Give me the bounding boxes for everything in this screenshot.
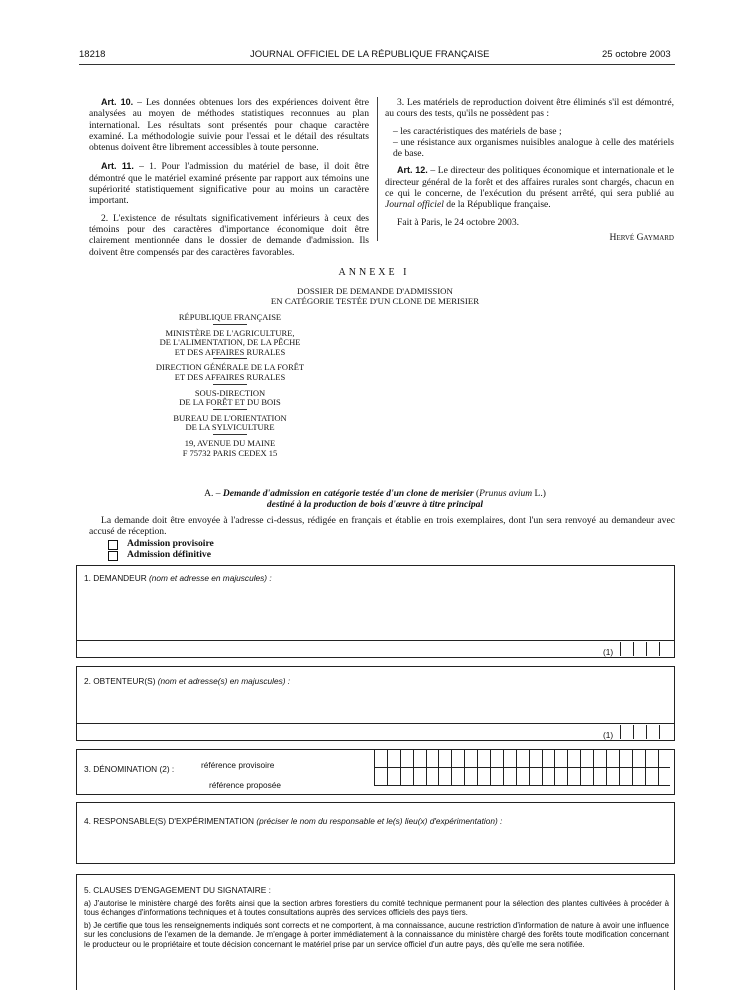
ref-provisoire-label: référence provisoire [201,760,275,770]
left-column [89,97,369,264]
admission-provisoire-label: Admission provisoire [127,538,214,549]
demandeur-footer [76,640,675,658]
denomination-cell[interactable] [477,750,490,768]
clause-a: a) J'autorise le ministère chargé des forêts ainsi que la section arbres forestiers du comité technique permanent pour la sélection des plantes cultivées à procéder à tous échanges d'informations techniques et à toutes consultations auprès des services officiels des pays tiers. [84,899,669,918]
address-block: RÉPUBLIQUE FRANÇAISE MINISTÈRE DE L'AGRICULTURE, DE L'ALIMENTATION, DE LA PÊCHE ET DES AFFAIRES RURALES DIRECTION GÉNÉRALE DE LA FORÊT ET DES AFFAIRES RURALES SOUS-DIRECTION DE LA FORÊT ET DU BOIS BUREAU DE L'ORIENTATION DE LA SYLVICULTURE 19, AVENUE DU MAINE F 75732 PARIS CEDEX 15 [140,313,320,458]
denomination-cell[interactable] [490,768,503,786]
article-11-p2: 2. L'existence de résultats significativement inférieurs à ceux des témoins pour des caractères d'importance économique doit être clairement mentionnée dans le dossier de demande d'admission. Ils doivent être compensés par des caractères favorables. [89,212,369,258]
denomination-cell[interactable] [554,750,567,768]
denomination-cell[interactable] [580,750,593,768]
republic: RÉPUBLIQUE FRANÇAISE [178,312,282,322]
right-column [385,97,674,243]
denomination-label: 3. DÉNOMINATION (2) : [84,764,175,774]
denomination-cell[interactable] [426,750,439,768]
denomination-cell[interactable] [400,768,413,786]
denomination-cell[interactable] [567,750,580,768]
art11-text: – 1. Pour l'admission du matériel de base, il doit être démontré que le matériel examiné présente par rapport aux témoins une supériorité statistiquement significative pour au moins un caractère important. [89,161,369,207]
denomination-cell[interactable] [516,768,529,786]
divider [213,324,247,325]
denomination-cell[interactable] [438,768,451,786]
denomination-cell[interactable] [387,768,400,786]
denomination-cell[interactable] [658,768,671,786]
denomination-cell[interactable] [632,750,645,768]
divider [213,384,247,385]
denomination-cell[interactable] [438,750,451,768]
denomination-cell[interactable] [464,750,477,768]
denomination-cell[interactable] [451,768,464,786]
demandeur-code-cells[interactable] [620,642,672,656]
denomination-cell[interactable] [503,768,516,786]
responsables-label: 4. RESPONSABLE(S) D'EXPÉRIMENTATION (préciser le nom du responsable et le(s) lieu(x) d'expérimentation) : [84,816,503,826]
clause-b: b) Je certifie que tous les renseignements indiqués sont corrects et ne comportent, à ma connaissance, aucune restriction d'information de nature à avoir une influence sur les conclusions de l'examen de la demande. Je m'engage à porter immédiatement à la connaissance du ministère chargé des forêts toute modification concernant le producteur ou le propriétaire et toute décision concernant le matériel prise par un service officiel d'un autre pays, dès qu'elle me sera notifiée. [84,921,669,949]
obtenteur-footer [76,723,675,741]
footnote-ref: (1) [603,647,614,657]
denomination-cell[interactable] [645,750,658,768]
denomination-cell[interactable] [593,768,606,786]
denomination-cell[interactable] [529,768,542,786]
article-12: Art. 12. – Le directeur des politiques économique et internationale et le directeur général de la forêt et des affaires rurales sont chargés, chacun en ce qui le concerne, de l'exécution du présent arrêté, qui sera publié au Journal officiel de la République française. [385,165,674,211]
article-10 [89,97,369,153]
signature: Hervé Gaymard [609,231,674,243]
admission-definitive-checkbox[interactable] [108,551,118,561]
obtenteur-code-cells[interactable] [620,725,672,739]
column-rule [377,97,378,241]
denomination-cell[interactable] [606,768,619,786]
denomination-cell[interactable] [606,750,619,768]
annex-subtitle-1: DOSSIER DE DEMANDE D'ADMISSION [297,286,453,296]
demandeur-label: 1. DEMANDEUR (nom et adresse en majuscules) : [84,573,272,583]
footnote-ref: (1) [603,730,614,740]
obtenteur-label: 2. OBTENTEUR(S) (nom et adresse(s) en majuscules) : [84,676,291,686]
denomination-cell[interactable] [490,750,503,768]
denomination-cell[interactable] [567,768,580,786]
art10-label: Art. 10. [101,97,134,107]
annex-title: ANNEXE I [338,267,410,278]
denomination-cell[interactable] [413,750,426,768]
denomination-cell[interactable] [619,750,632,768]
divider [213,409,247,410]
section-a-title: A. – Demande d'admission en catégorie testée d'un clone de merisier (Prunus avium L.) destiné à la production de bois d'œuvre à titre principal [204,489,546,510]
clauses-label: 5. CLAUSES D'ENGAGEMENT DU SIGNATAIRE : [84,885,271,895]
denomination-cell[interactable] [619,768,632,786]
denomination-cell[interactable] [387,750,400,768]
header-rule [79,64,675,65]
denomination-grid[interactable] [374,750,670,786]
denomination-cell[interactable] [374,768,387,786]
annex-subtitle-2: EN CATÉGORIE TESTÉE D'UN CLONE DE MERISIER [270,296,480,306]
article-11 [89,161,369,206]
ref-proposee-label: référence proposée [209,780,281,790]
denomination-cell[interactable] [477,768,490,786]
section-a-intro: La demande doit être envoyée à l'adresse ci-dessus, rédigée en français et établie en trois exemplaires, dont l'un sera renvoyé au demandeur avec accusé de réception. [89,515,675,538]
art11-p3: 3. Les matériels de reproduction doivent être éliminés s'il est démontré, au cours des tests, qu'ils ne possèdent pas : [385,97,674,120]
denomination-cell[interactable] [529,750,542,768]
denomination-cell[interactable] [413,768,426,786]
art10-text: – Les données obtenues lors des expériences doivent être analysées au moyen de méthodes statistiques reconnues au plan international. Les résultats sont présentés pour chaque caractère examiné. La méthodologie suivie pour l'essai et le détail des résultats obtenus doivent être librement accessibles à toute personne. [89,97,369,154]
journal-name: Journal officiel [385,199,444,211]
denomination-cell[interactable] [645,768,658,786]
denomination-cell[interactable] [632,768,645,786]
art12-label: Art. 12. [397,165,428,176]
admission-provisoire-checkbox[interactable] [108,540,118,550]
responsables-box[interactable] [76,802,675,864]
denomination-cell[interactable] [451,750,464,768]
denomination-cell[interactable] [464,768,477,786]
admission-definitive-label: Admission définitive [127,549,211,560]
divider [213,434,247,435]
page-number: 18218 [79,49,106,60]
denomination-cell[interactable] [658,750,671,768]
denomination-cell[interactable] [542,768,555,786]
denomination-cell[interactable] [503,750,516,768]
denomination-cell[interactable] [400,750,413,768]
header-date: 25 octobre 2003 [602,49,671,60]
done-line: Fait à Paris, le 24 octobre 2003. [397,216,520,228]
divider [213,358,247,359]
denomination-cell[interactable] [516,750,529,768]
denomination-cell[interactable] [593,750,606,768]
list-item: – les caractéristiques des matériels de base ; [393,125,562,137]
denomination-cell[interactable] [426,768,439,786]
list-item: – une résistance aux organismes nuisibles analogue à celle des matériels de base. [393,136,674,160]
denomination-cell[interactable] [580,768,593,786]
art11-label: Art. 11. [101,161,134,172]
journal-title: JOURNAL OFFICIEL DE LA RÉPUBLIQUE FRANÇAISE [250,49,490,60]
denomination-cell[interactable] [374,750,387,768]
denomination-cell[interactable] [554,768,567,786]
denomination-cell[interactable] [542,750,555,768]
